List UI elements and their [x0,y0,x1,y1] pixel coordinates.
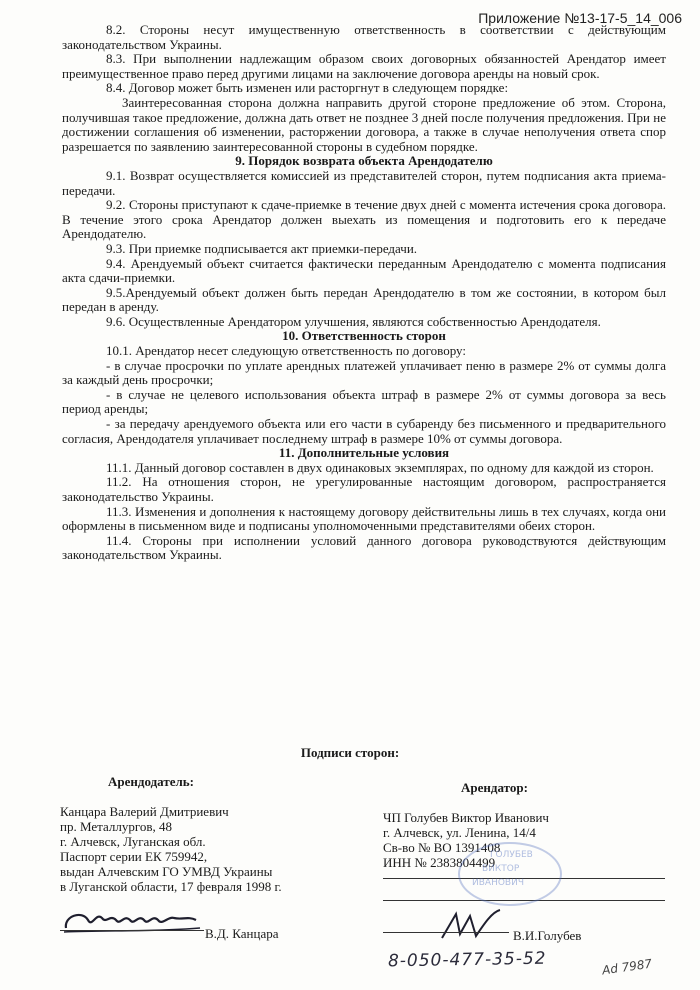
appendix-label: Приложение №13-17-5_14_006 [478,10,682,26]
clause-10-1-item: - в случае не целевого использования объекта штраф в размере 2% от суммы договора за весь период аренды; [62,386,666,417]
clause-10-1-item: - за передачу арендуемого объекта или его части в субаренду без письменного и предварительного согласия, Арендодателя уплачивает последнему штраф в размере 10% от суммы договора. [62,416,666,446]
tenant-signature-line [383,932,509,933]
tenant-line: Св-во № ВО 1391408 [383,840,501,855]
landlord-block [60,774,360,894]
clause-9-3: 9.3. При приемке подписывается акт приемки-передачи. [106,240,418,256]
landlord-signature-line [60,930,204,931]
handwritten-phone: 8-050-477-35-52 [387,948,547,972]
stamp-seal: ГОЛУБЕВ ВИКТОР ИВАНОВИЧ [458,842,562,906]
clause-11-1: 11.1. Данный договор составлен в двух одинаковых экземплярах, по одному для каждой из сторон. [106,459,654,475]
landlord-line: Канцара Валерий Дмитриевич [60,804,229,819]
signatures-title: Подписи сторон: [300,745,400,760]
tenant-line: ЧП Голубев Виктор Иванович [383,810,549,825]
clause-9-4: 9.4. Арендуемый объект считается фактически переданным Арендодателю с момента подписания акта сдачи-приемки. [62,255,666,286]
section-11-title: 11. Дополнительные условия [278,445,450,461]
landlord-role: Арендодатель: [108,774,194,789]
landlord-sign-name: В.Д. Канцара [205,926,279,941]
clause-8-4-text: Заинтересованная сторона должна направить другой стороне предложение об этом. Сторона, получившая такое предложение, должна дать ответ не позднее 3 дней после получения предложения. При не достижении соглашения об изменении, расторжении договора, а также в случае неполучения ответа спор разрешается по заявлению заинтересованной стороны в судебном порядке. [62,94,666,154]
landlord-line: г. Алчевск, Луганская обл. [60,834,206,849]
tenant-sign-name: В.И.Голубев [513,928,582,943]
clause-9-6: 9.6. Осуществленные Арендатором улучшения, являются собственностью Арендодателя. [106,313,601,329]
clause-8-3: 8.3. При выполнении надлежащим образом своих договорных обязанностей Арендатор имеет преимущественное право перед другими лицами на заключение договора аренды на новый срок. [62,51,666,81]
landlord-line: в Луганской области, 17 февраля 1998 г. [60,879,282,894]
landlord-line: выдан Алчевским ГО УМВД Украины [60,864,273,879]
clause-8-4: 8.4. Договор может быть изменен или расторгнут в следующем порядке: [106,80,509,96]
handwritten-note: Ad 7987 [601,956,653,978]
tenant-line: г. Алчевск, ул. Ленина, 14/4 [383,825,536,840]
clause-10-1-item: - в случае просрочки по уплате арендных платежей уплачивает пеню в размере 2% от суммы долга за каждый день просрочки; [62,357,666,388]
tenant-role: Арендатор: [461,780,528,795]
clause-10-1: 10.1. Арендатор несет следующую ответственность по договору: [106,343,466,359]
section-10-title: 10. Ответственность сторон [282,328,446,344]
landlord-signature [62,902,202,942]
clause-9-2: 9.2. Стороны приступают к сдаче-приемке в течение двух дней с момента истечения срока договора. В течение этого срока Арендатор должен выехать из помещения и подготовить его к передаче Арендодателю. [62,197,666,242]
clause-11-4: 11.4. Стороны при исполнении условий данного договора руководствуются действующим законодательством Украины. [62,532,666,563]
tenant-signature [436,904,506,944]
tenant-line: ИНН № 2383804499 [383,855,496,870]
clause-11-3: 11.3. Изменения и дополнения к настоящему договору действительны лишь в тех случаях, когда они оформлены в письменном виде и подписаны уполномоченными представителями обеих сторон. [62,503,666,534]
clause-8-2: 8.2. Стороны несут имущественную ответственность в соответствии с действующим законодательством Украины. [62,22,666,52]
clause-9-5: 9.5.Арендуемый объект должен быть передан Арендодателю в том же состоянии, в котором был передан в аренду. [62,284,666,315]
clause-9-1: 9.1. Возврат осуществляется комиссией из представителей сторон, путем подписания акта приема-передачи. [62,167,666,198]
landlord-line: Паспорт серии ЕК 759942, [60,849,208,864]
landlord-line: пр. Металлургов, 48 [60,819,172,834]
section-9-title: 9. Порядок возврата объекта Арендодателю [235,153,493,169]
contract-text [62,23,666,563]
clause-11-2: 11.2. На отношения сторон, не урегулированные настоящим договором, распространяется законодательство Украины. [62,474,666,504]
